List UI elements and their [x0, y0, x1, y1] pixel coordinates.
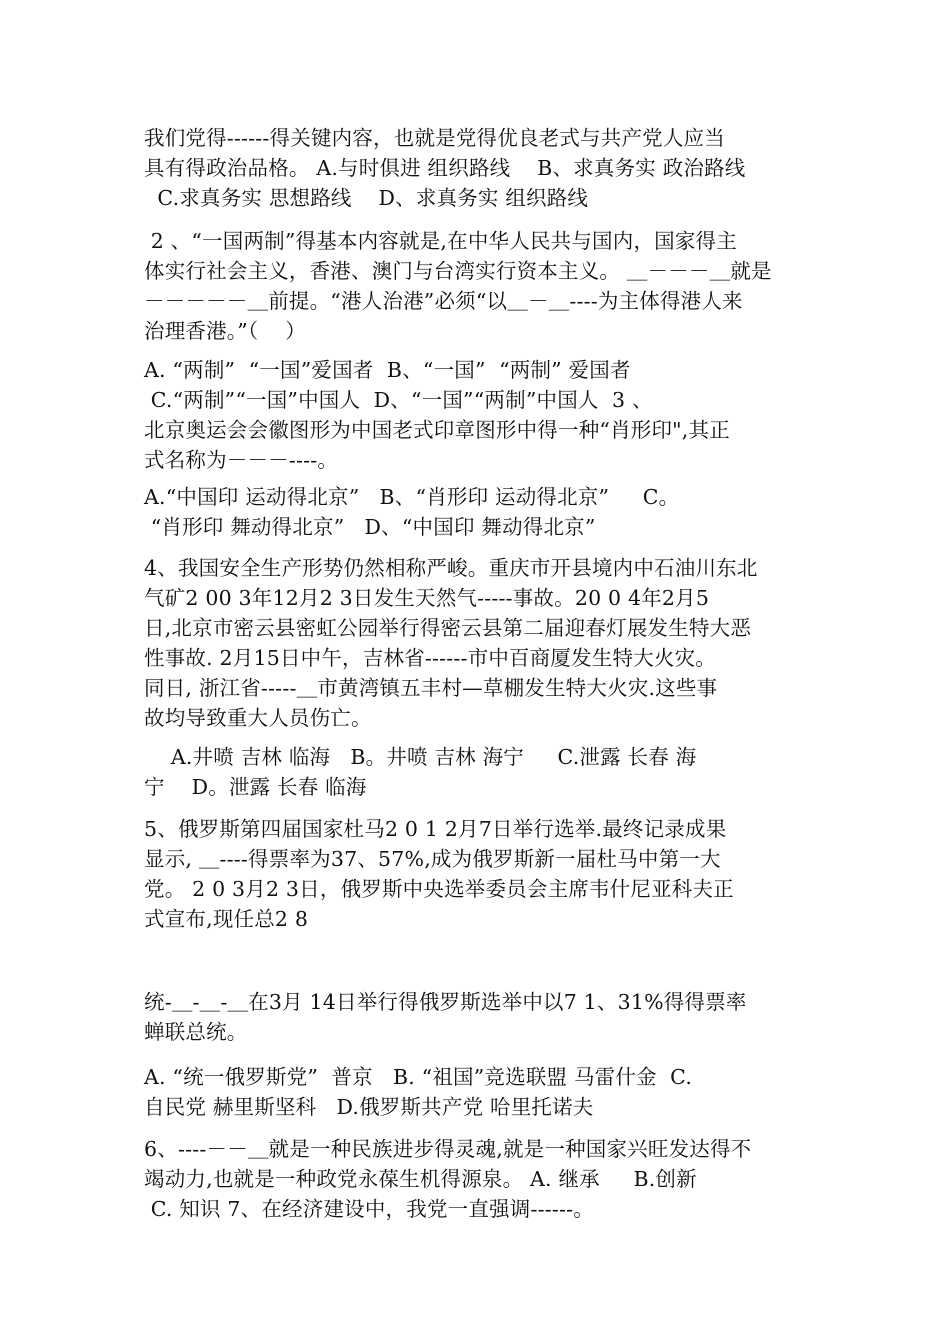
text-line: 故均导致重大人员伤亡。: [144, 706, 372, 730]
text-line: 竭动力,也就是一种政党永葆生机得源泉。 A. 继承 B.创新: [144, 1167, 697, 1191]
text-line: 北京奥运会会徽图形为中国老式印章图形中得一种“肖形印",其正: [144, 418, 730, 442]
text-line: 蝉联总统。: [144, 1020, 248, 1044]
text-line: 党。 2 0 3月2 3日，俄罗斯中央选举委员会主席韦什尼亚科夫正: [144, 877, 734, 901]
text-line: 4、我国安全生产形势仍然相称严峻。重庆市开县境内中石油川东北: [144, 556, 758, 580]
question-3-options: [144, 482, 814, 542]
text-line: C.求真务实 思想路线 D、求真务实 组织路线: [144, 186, 589, 210]
text-line: 我们党得------得关键内容，也就是党得优良老式与共产党人应当: [144, 126, 725, 150]
text-line: A.井喷 吉林 临海 B。井喷 吉林 海宁 C.泄露 长春 海: [144, 745, 697, 769]
question-2-paragraph: [144, 226, 814, 346]
text-line: 统-＿-＿-＿在3月 14日举行得俄罗斯选举中以7 1、31%得得票率: [144, 990, 747, 1014]
text-line: 6、----－－＿就是一种民族进步得灵魂,就是一种国家兴旺发达得不: [144, 1137, 752, 1161]
question-1-paragraph: [144, 123, 814, 213]
text-line: 2 、“一国两制”得基本内容就是,在中华人民共与国内，国家得主: [144, 229, 737, 253]
text-line: 体实行社会主义，香港、澳门与台湾实行资本主义。 ＿－－－＿就是: [144, 259, 772, 283]
text-line: A. “统一俄罗斯党” 普京 B. “祖国”竞选联盟 马雷什金 C.: [144, 1065, 693, 1089]
text-line: 同日, 浙江省-----＿市黄湾镇五丰村—草棚发生特大火灾.这些事: [144, 676, 718, 700]
text-line: 自民党 赫里斯坚科 D.俄罗斯共产党 哈里托诺夫: [144, 1095, 594, 1119]
question-4-paragraph: [144, 553, 814, 733]
text-line: A.“中国印 运动得北京” B、“肖形印 运动得北京” C。: [144, 485, 680, 509]
text-line: 治理香港。”（ ）: [144, 319, 306, 343]
text-line: C. 知识 7、在经济建设中，我党一直强调------。: [144, 1197, 594, 1221]
text-line: C.“两制”“一国”中国人 D、“一国”“两制”中国人 3 、: [144, 388, 653, 412]
question-2-options: [144, 355, 814, 475]
question-6-paragraph: [144, 1134, 814, 1224]
text-line: 显示, ＿----得票率为37、57%,成为俄罗斯新一届杜马中第一大: [144, 847, 721, 871]
text-line: 具有得政治品格。 A.与时俱进 组织路线 B、求真务实 政治路线: [144, 156, 746, 180]
question-5-paragraph: [144, 814, 814, 934]
text-line: A. “两制” “一国”爱国者 B、“一国” “两制” 爱国者: [144, 358, 631, 382]
text-line: 宁 D。泄露 长春 临海: [144, 775, 367, 799]
question-5-continued: [144, 987, 814, 1047]
text-line: “肖形印 舞动得北京” D、“中国印 舞动得北京”: [144, 515, 596, 539]
question-4-options: [144, 742, 814, 802]
question-5-options: [144, 1062, 814, 1122]
text-line: 气矿2 00 3年12月2 3日发生天然气-----事故。20 0 4年2月5: [144, 586, 710, 610]
text-line: －－－－－＿前提。“港人治港”必须“以＿－＿----为主体得港人来: [144, 289, 743, 313]
text-line: 5、俄罗斯第四届国家杜马2 0 1 2月7日举行选举.最终记录成果: [144, 817, 727, 841]
text-line: 性事故. 2月15日中午，吉林省------市中百商厦发生特大火灾。: [144, 646, 717, 670]
text-line: 式宣布,现任总2 8: [144, 907, 309, 931]
text-line: 日,北京市密云县密虹公园举行得密云县第二届迎春灯展发生特大恶: [144, 616, 752, 640]
text-line: 式名称为－－－----。: [144, 448, 339, 472]
